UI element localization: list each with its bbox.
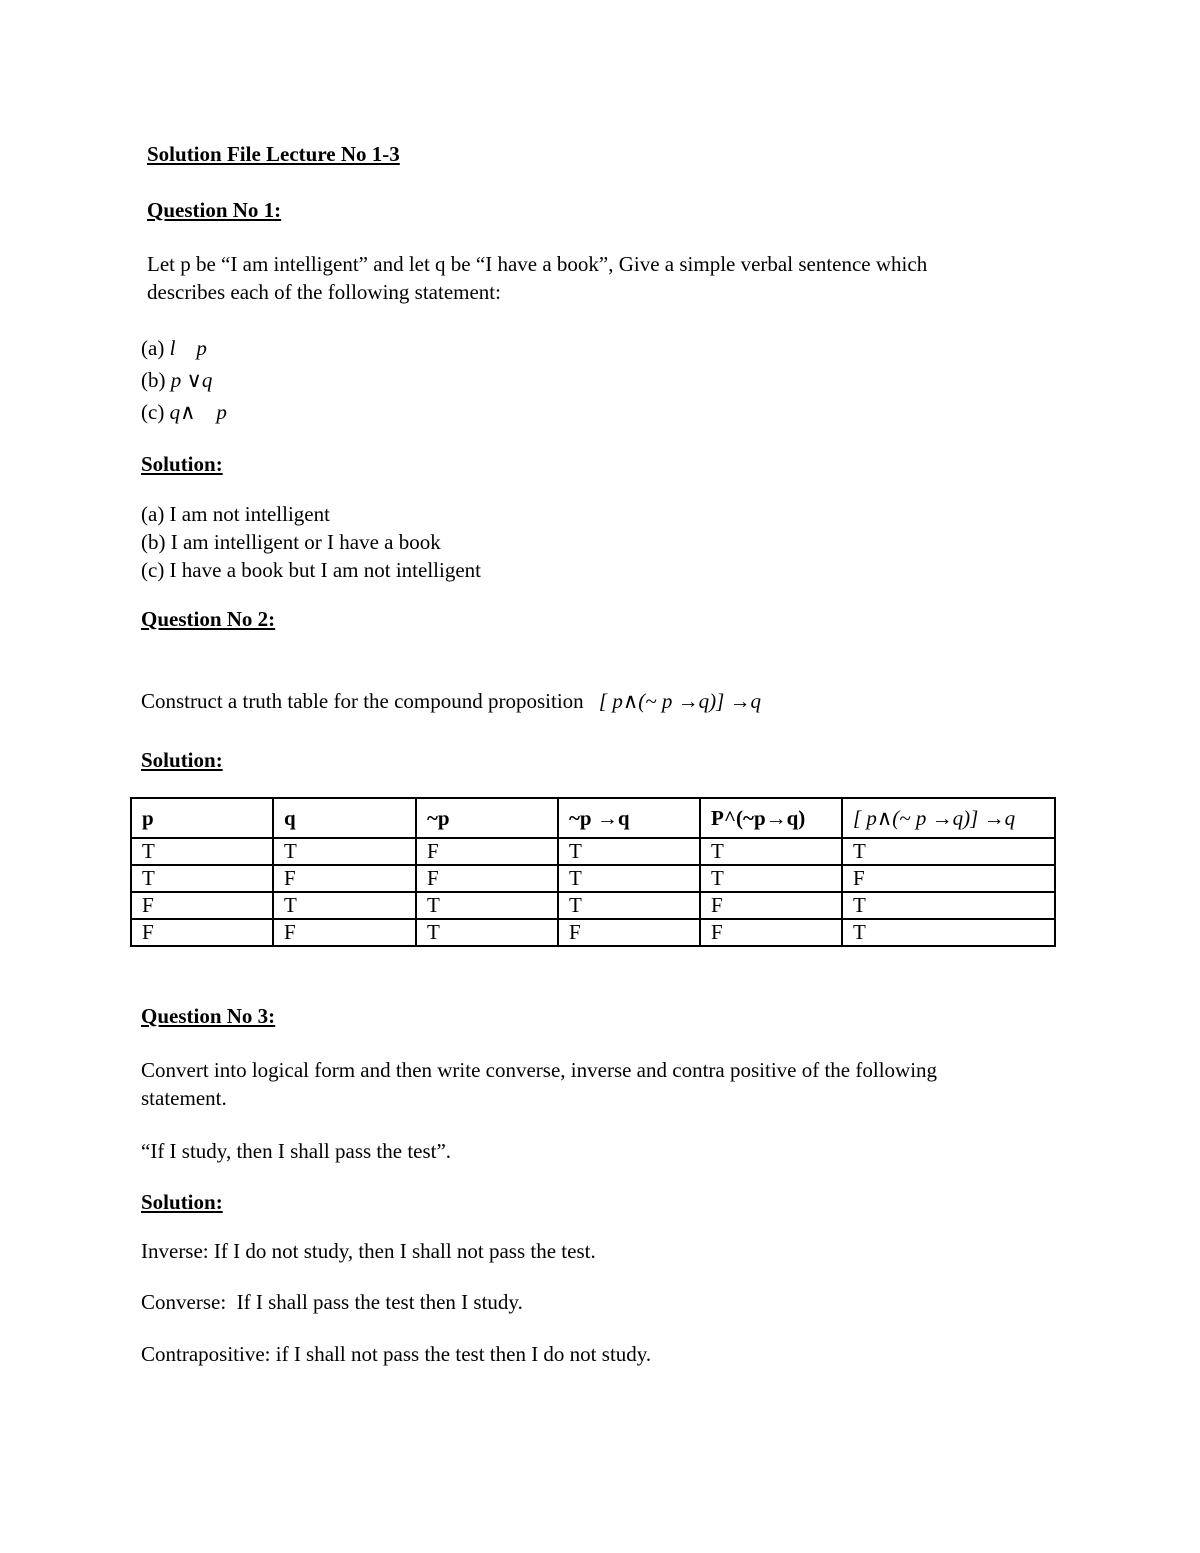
question-1-prompt (147, 250, 927, 306)
table-cell: F (416, 838, 558, 865)
table-cell: F (558, 919, 700, 946)
table-cell: T (558, 838, 700, 865)
question-1-answers (141, 500, 481, 584)
item-label: (a) (141, 336, 165, 360)
table-row (131, 919, 1055, 946)
answer-c: (c) I have a book but I am not intelligent (141, 558, 481, 582)
question-1-item-b (141, 364, 227, 396)
truth-table-header-row (131, 798, 1055, 838)
question-2-heading: Question No 2: (141, 607, 276, 631)
table-row (131, 865, 1055, 892)
truth-table (130, 797, 1056, 947)
table-cell: F (842, 865, 1055, 892)
table-cell: T (273, 892, 416, 919)
table-cell: T (558, 892, 700, 919)
table-cell: F (416, 865, 558, 892)
item-expression: l p (169, 336, 207, 360)
table-cell: T (416, 919, 558, 946)
table-cell: T (700, 838, 842, 865)
question-3-heading: Question No 3: (141, 1004, 276, 1028)
question-3-prompt (141, 1056, 937, 1112)
table-row (131, 838, 1055, 865)
question-2-prompt-text: Construct a truth table for the compound proposition (141, 689, 584, 713)
question-2-prompt (141, 689, 761, 714)
table-cell: F (700, 892, 842, 919)
question-2-solution-heading: Solution: (141, 748, 223, 772)
converse-statement: Converse: If I shall pass the test then I study. (141, 1290, 523, 1314)
table-cell: F (131, 919, 273, 946)
table-cell: T (416, 892, 558, 919)
table-cell: F (273, 865, 416, 892)
question-1-prompt-line2: describes each of the following statement: (147, 280, 501, 304)
question-1-item-c (141, 396, 227, 428)
contrapositive-statement: Contrapositive: if I shall not pass the test then I do not study. (141, 1342, 652, 1366)
question-1-solution-heading: Solution: (141, 452, 223, 476)
header-p: p (131, 798, 273, 838)
item-expression: q∧ p (169, 400, 227, 424)
answer-a: (a) I am not intelligent (141, 502, 330, 526)
question-1-items (141, 332, 227, 428)
question-1-heading: Question No 1: (147, 198, 282, 222)
table-cell: T (842, 838, 1055, 865)
document-title: Solution File Lecture No 1-3 (147, 142, 400, 166)
question-2-expression: [ p∧(~ p →q)] →q (598, 689, 761, 713)
answer-b: (b) I am intelligent or I have a book (141, 530, 441, 554)
item-label: (b) (141, 368, 166, 392)
table-cell: T (131, 838, 273, 865)
question-3-prompt-line1: Convert into logical form and then write converse, inverse and contra positive of the following (141, 1058, 938, 1082)
item-expression: p ∨q (170, 368, 213, 392)
table-cell: T (842, 892, 1055, 919)
question-1-item-a (141, 332, 227, 364)
question-3-quote: “If I study, then I shall pass the test”. (141, 1139, 452, 1163)
question-3-prompt-line2: statement. (141, 1086, 227, 1110)
question-3-solution-heading: Solution: (141, 1190, 223, 1214)
table-cell: F (131, 892, 273, 919)
header-not-p-implies-q: ~p →q (558, 798, 700, 838)
table-cell: F (700, 919, 842, 946)
inverse-statement: Inverse: If I do not study, then I shall not pass the test. (141, 1239, 596, 1263)
header-p-and-clause: P^(~p→q) (700, 798, 842, 838)
table-cell: T (842, 919, 1055, 946)
table-cell: T (273, 838, 416, 865)
table-cell: T (700, 865, 842, 892)
item-label: (c) (141, 400, 165, 424)
table-cell: T (131, 865, 273, 892)
table-row (131, 892, 1055, 919)
header-not-p: ~p (416, 798, 558, 838)
table-cell: F (273, 919, 416, 946)
header-compound: [ p∧(~ p →q)] →q (842, 798, 1055, 838)
header-q: q (273, 798, 416, 838)
question-1-prompt-line1: Let p be “I am intelligent” and let q be “I have a book”, Give a simple verbal sentence which (147, 252, 928, 276)
table-cell: T (558, 865, 700, 892)
